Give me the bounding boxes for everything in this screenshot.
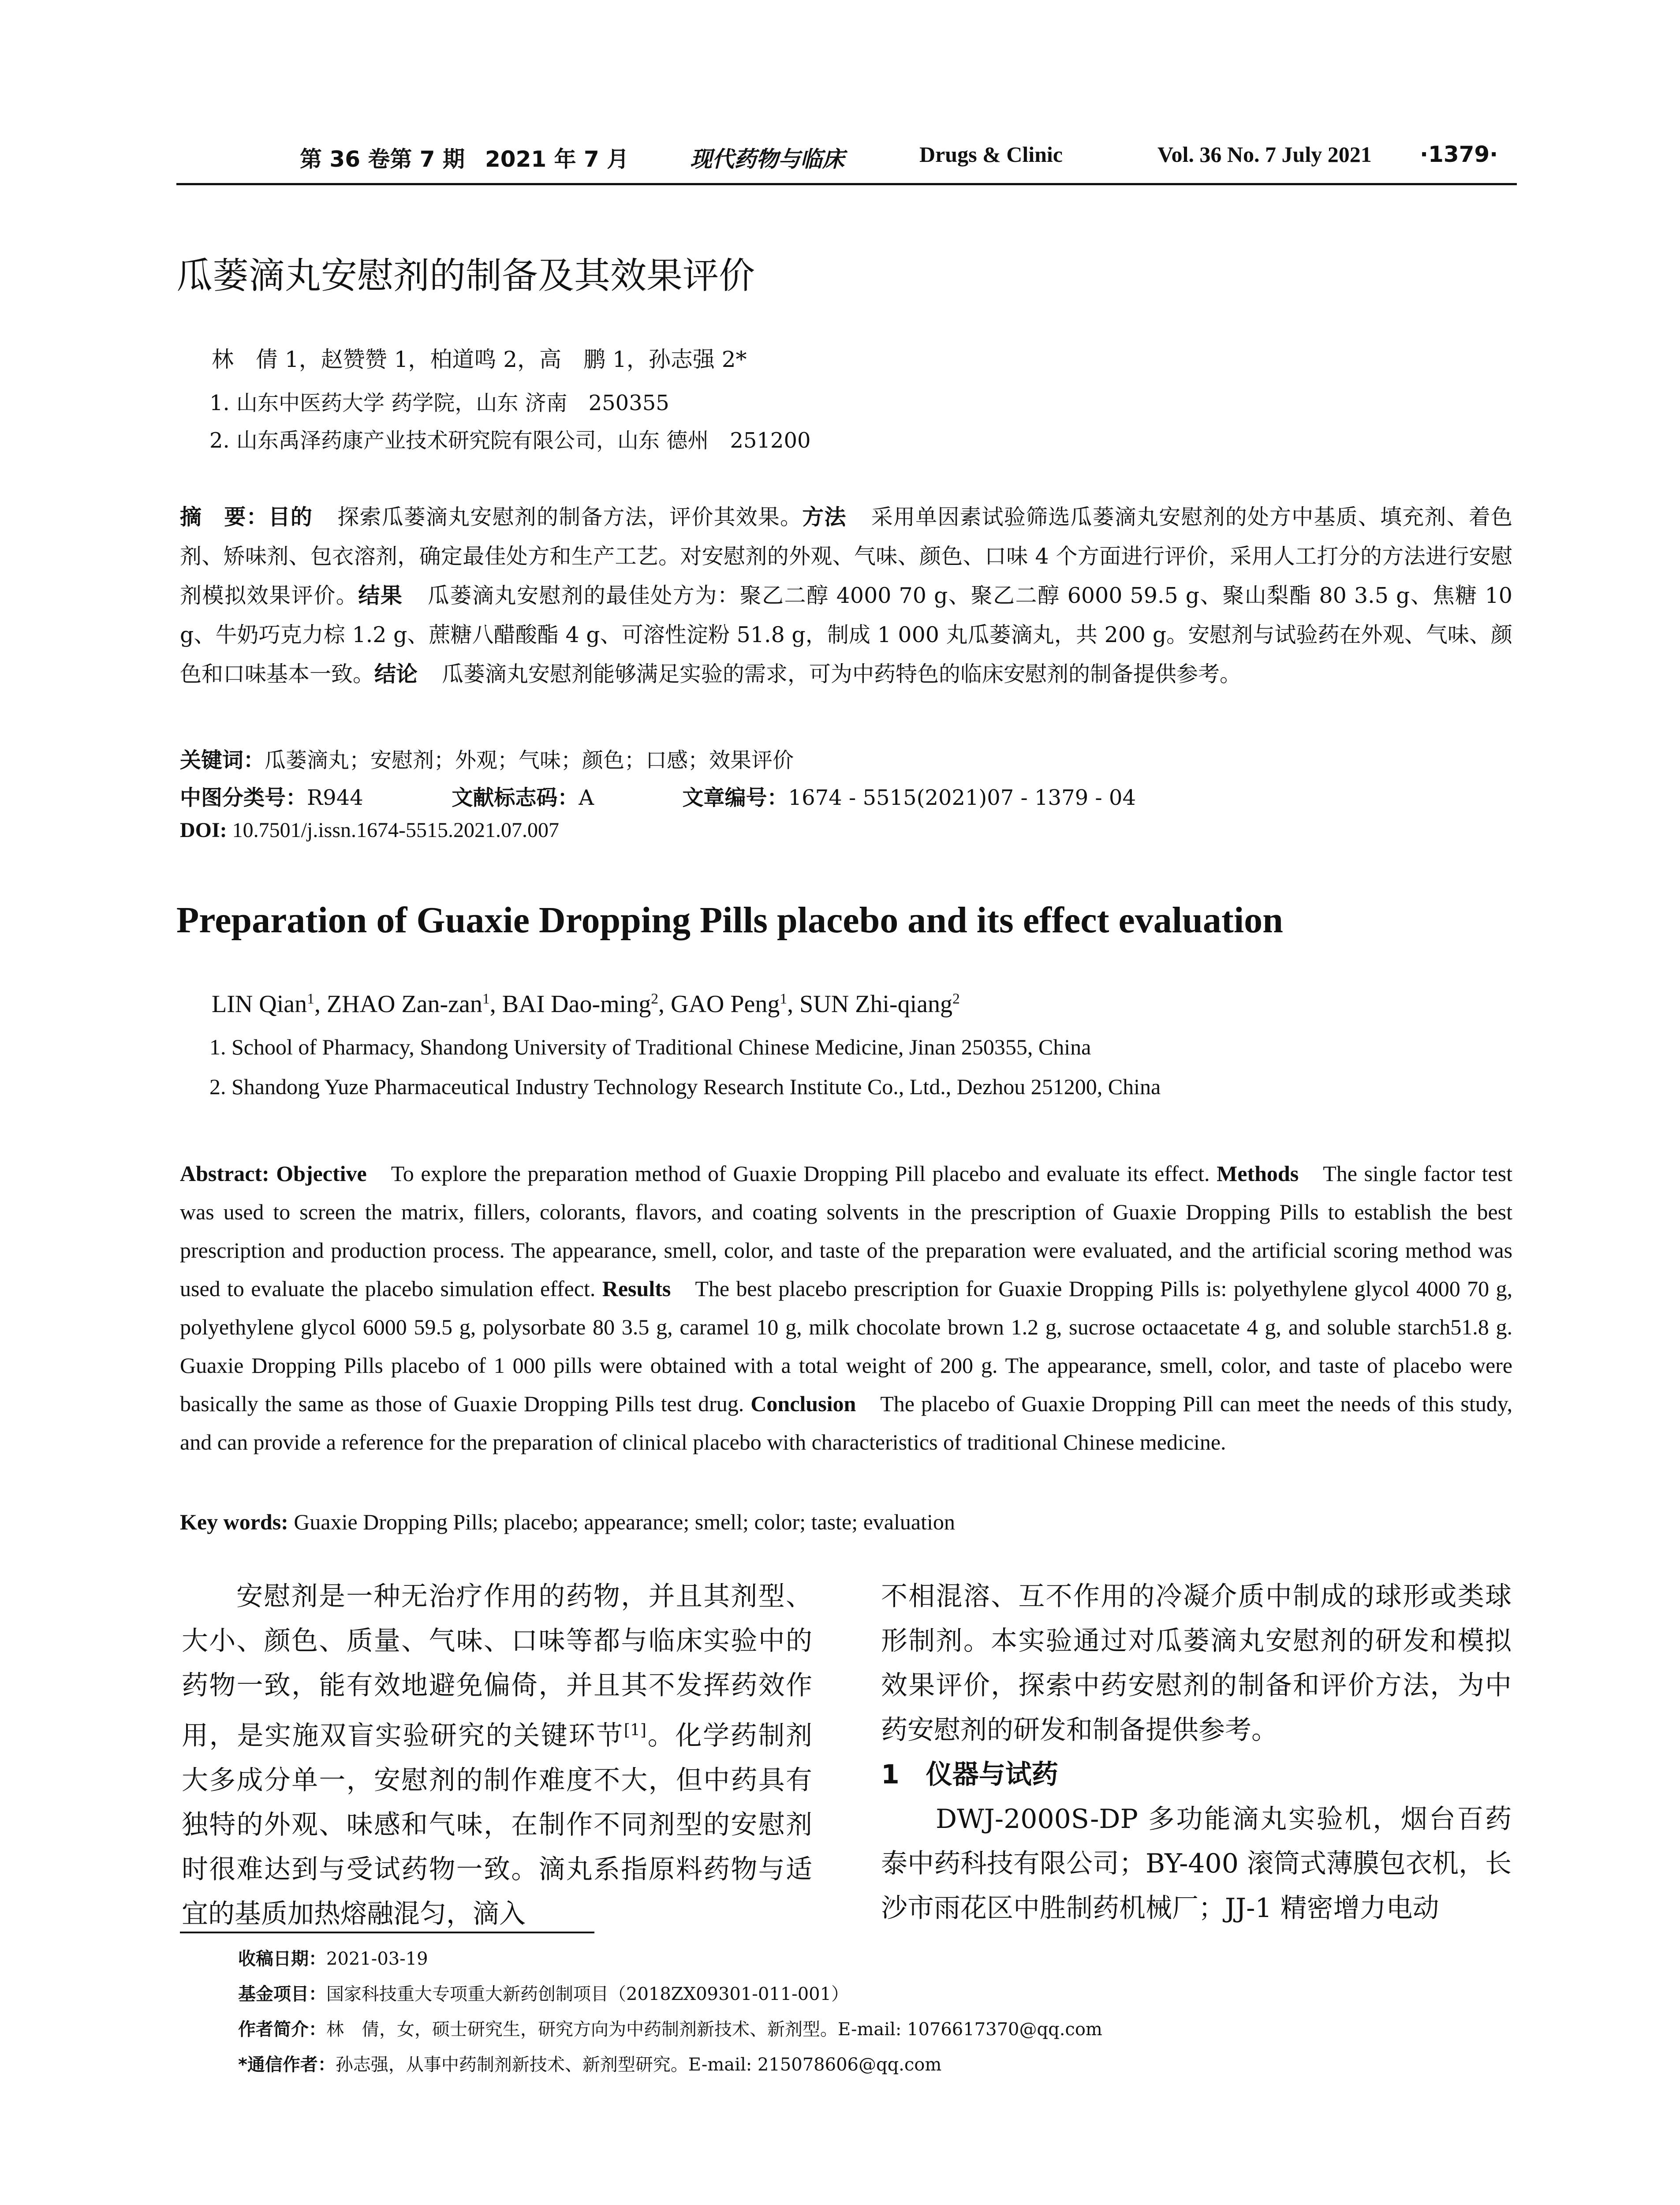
intro-paragraph-1 [182,1574,812,1936]
en-abstract-label: Abstract: Objective [180,1161,367,1186]
instruments-paragraph: DWJ-2000S-DP 多功能滴丸实验机，烟台百药泰中药科技有限公司；BY-400 滚筒式薄膜包衣机，长沙市雨花区中胜制药机械厂；JJ-1 精密增力电动 [881,1804,1512,1924]
cn-journal-name: 现代药物与临床 [690,146,844,172]
footnote-corresponding [238,2051,941,2076]
cn-methods: 采用单因素试验筛选瓜蒌滴丸安慰剂的处方中基质、填充剂、着色剂、矫味剂、包衣溶剂，确定最佳处方和生产工艺。对安慰剂的外观、气味、颜色、口味 4 个方面进行评价，采用人工打分的方法进行安慰剂模拟效果评价。 [180,505,1512,608]
received-date: 2021-03-19 [326,1949,428,1969]
body-right-column [881,1574,1512,1931]
cn-keywords-text: 瓜蒌滴丸；安慰剂；外观；气味；颜色；口感；效果评价 [265,748,794,773]
en-abstract [180,1155,1512,1461]
footnote-received [238,1945,428,1970]
cn-affiliation-1: 1. 山东中医药大学 药学院，山东 济南 250355 [209,391,669,415]
cn-keywords-label: 关键词： [180,748,265,773]
footnote-divider [180,1932,594,1933]
en-affiliation-1: 1. School of Pharmacy, Shandong University of Traditional Chinese Medicine, Jinan 250355, China [209,1035,1091,1059]
cn-keywords [180,743,794,774]
section-heading-1: 1 仪器与试药 [881,1759,1058,1790]
corr-author-label: *通信作者： [238,2055,336,2075]
cn-title: 瓜蒌滴丸安慰剂的制备及其效果评价 [176,255,755,297]
cn-abstract [180,497,1512,694]
intro-text-b: 。化学药制剂大多成分单一，安慰剂的制作难度不大，但中药具有独特的外观、味感和气味，在制作不同剂型的安慰剂时很难达到与受试药物一致。滴丸系指原料药物与适宜的基质加热熔融混匀，滴入 [182,1720,813,1929]
en-methods: The single factor test was used to screen the matrix, fillers, colorants, flavors, and coating solvents in the prescription of Guaxie Dropping Pills to establish the best prescription and production process. The appearance, smell, color, and taste of the preparation were evaluated, and the artificial scoring method was used to evaluate the placebo simulation effect. [180,1161,1513,1301]
body-left-column [182,1574,812,1936]
cn-authors: 林 倩 1，赵赞赞 1，柏道鸣 2，高 鹏 1，孙志强 2* [212,347,747,372]
en-affiliation-2: 2. Shandong Yuze Pharmaceutical Industry Technology Research Institute Co., Ltd., Dezhou 251200, China [209,1074,1161,1099]
doi-label: DOI: [180,818,227,842]
article-no-value: 1674 - 5515(2021)07 - 1379 - 04 [788,785,1136,810]
doi-line [180,818,559,842]
doc-code-label: 文献标志码： [452,785,579,810]
cn-results-label: 结果 [358,583,403,608]
intro-paragraph-cont: 不相混溶、互不作用的冷凝介质中制成的球形或类球形制剂。本实验通过对瓜蒌滴丸安慰剂的研发和模拟效果评价，探索中药安慰剂的制备和评价方法，为中药安慰剂的研发和制备提供参考。 [881,1581,1512,1745]
en-keywords-label: Key words: [180,1510,288,1534]
cn-classification [180,781,1136,811]
en-volume: Vol. 36 No. 7 July 2021 [1157,142,1372,167]
en-methods-label: Methods [1217,1161,1299,1186]
corr-author-text: 孙志强，从事中药制剂新技术、新剂型研究。E-mail: 215078606@qq.com [335,2055,942,2075]
clc-value: R944 [307,785,363,810]
received-label: 收稿日期： [238,1949,326,1969]
intro-text-a: 安慰剂是一种无治疗作用的药物，并且其剂型、大小、颜色、质量、气味、口味等都与临床实验中的药物一致，能有效地避免偏倚，并且其不发挥药效作用，是实施双盲实验研究的关键环节 [182,1581,812,1751]
cn-affiliation-2: 2. 山东禹泽药康产业技术研究院有限公司，山东 德州 251200 [209,428,811,453]
en-objective: To explore the preparation method of Guaxie Dropping Pill placebo and evaluate its effect. [391,1161,1210,1186]
cn-conclusion-label: 结论 [374,662,418,687]
fund-label: 基金项目： [238,1984,326,2004]
cn-volume: 第 36 卷第 7 期 [300,146,465,172]
running-header [176,135,1517,185]
en-conclusion-label: Conclusion [750,1391,856,1416]
en-results-label: Results [602,1276,671,1301]
en-title: Preparation of Guaxie Dropping Pills placebo and its effect evaluation [176,900,1283,941]
cn-conclusion: 瓜蒌滴丸安慰剂能够满足实验的需求，可为中药特色的临床安慰剂的制备提供参考。 [442,662,1242,687]
article-no-label: 文章编号： [682,785,788,810]
footnote-author [238,2015,1102,2041]
author-bio-text: 林 倩，女，硕士研究生，研究方向为中药制剂新技术、新剂型。E-mail: 1076617370@qq.com [326,2019,1102,2040]
en-journal-name: Drugs & Clinic [919,142,1063,167]
author-bio-label: 作者简介： [238,2019,326,2040]
fund-text: 国家科技重大专项重大新药创制项目（2018ZX09301-011-001） [326,1984,849,2004]
en-keywords-text: Guaxie Dropping Pills; placebo; appearance; smell; color; taste; evaluation [294,1510,955,1534]
en-keywords [180,1509,955,1535]
cn-objective: 探索瓜蒌滴丸安慰剂的制备方法，评价其效果。 [337,505,803,530]
cn-methods-label: 方法 [802,505,847,530]
en-results: The best placebo prescription for Guaxie Dropping Pills is: polyethylene glycol 4000 70 g, polyethylene glycol 6000 59.5 g, polysorbate 80 3.5 g, caramel 10 g, milk chocolate brown 1.2 g, sucrose octaacetate 4 g, and soluble starch51.8 g. Guaxie Dropping Pills placebo of 1 000 pills were obtained with a total weight of 200 g. The appearance, smell, color, and taste of placebo were basically the same as those of Guaxie Dropping Pills test drug. [180,1276,1513,1416]
clc-label: 中图分类号： [180,785,307,810]
citation-ref[interactable]: [1] [623,1721,646,1739]
page-number: ·1379· [1420,142,1498,167]
en-conclusion: The placebo of Guaxie Dropping Pill can meet the needs of this study, and can provide a reference for the preparation of clinical placebo with characteristics of traditional Chinese medicine. [180,1391,1512,1454]
footnote-fund [238,1980,849,2005]
cn-results: 瓜蒌滴丸安慰剂的最佳处方为：聚乙二醇 4000 70 g、聚乙二醇 6000 59.5 g、聚山梨酯 80 3.5 g、焦糖 10 g、牛奶巧克力棕 1.2 g、蔗糖八醋酸酯 4 g、可溶性淀粉 51.8 g，制成 1 000 丸瓜蒌滴丸，共 200 g。安慰剂与试验药在外观、气味、颜色和口味基本一致。 [180,583,1512,687]
cn-objective-label: 目的 [268,505,313,530]
cn-date: 2021 年 7 月 [485,146,629,172]
doi-value[interactable]: 10.7501/j.issn.1674-5515.2021.07.007 [232,818,560,842]
cn-abstract-label: 摘 要： [180,505,269,530]
en-authors: LIN Qian$^1$, ZHAO Zan-zan$^1$, BAI Dao-ming$^2$, GAO Peng$^1$, SUN Zhi-qiang$^2$ [212,990,960,1018]
doc-code-value: A [579,785,594,810]
